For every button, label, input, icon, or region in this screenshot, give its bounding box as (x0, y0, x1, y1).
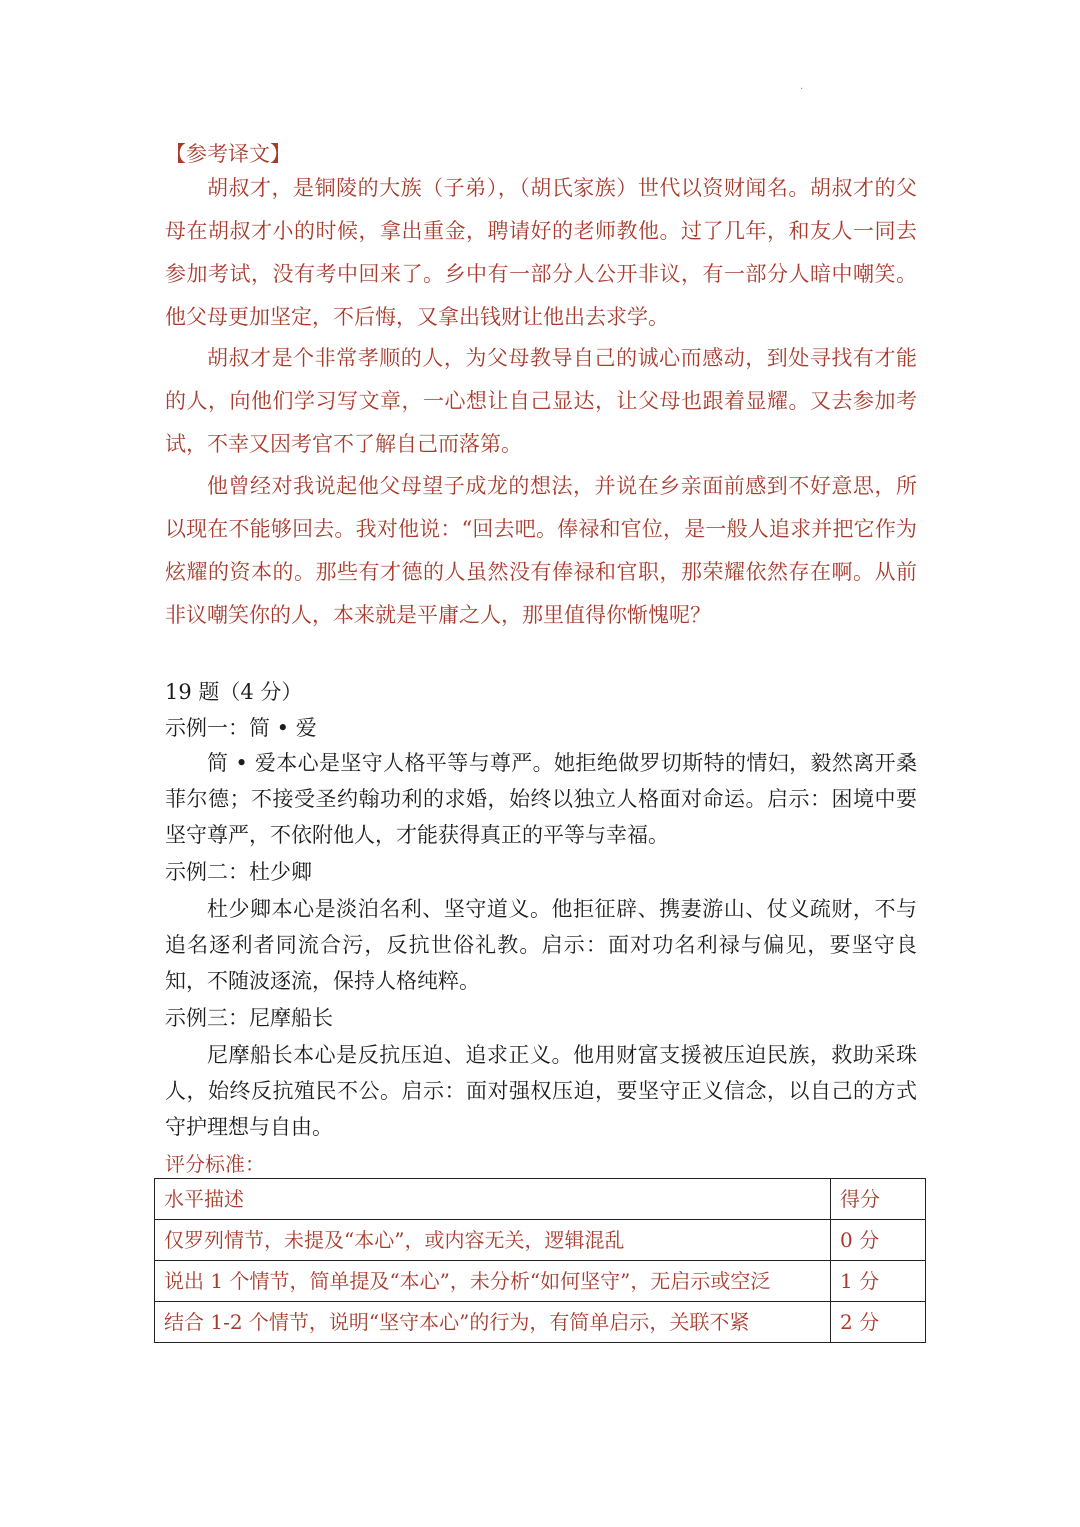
header-score: 得分 (831, 1179, 926, 1220)
example-2-heading: 示例二：杜少卿 (165, 860, 312, 884)
scoring-table (154, 1178, 926, 1343)
table-header-row (155, 1179, 926, 1220)
translation-paragraph-1: 胡叔才，是铜陵的大族（子弟），（胡氏家族）世代以资财闻名。胡叔才的父母在胡叔才小的时候，拿出重金，聘请好的老师教他。过了几年，和友人一同去参加考试，没有考中回来了。乡中有一部分人公开非议，有一部分人暗中嘲笑。他父母更加坚定，不后悔，又拿出钱财让他出去求学。 (165, 176, 917, 329)
translation-paragraph-3: 他曾经对我说起他父母望子成龙的想法，并说在乡亲面前感到不好意思，所以现在不能够回去。我对他说：“回去吧。俸禄和官位，是一般人追求并把它作为炫耀的资本的。那些有才德的人虽然没有俸禄和官职，那荣耀依然存在啊。从前非议嘲笑你的人，本来就是平庸之人，那里值得你惭愧呢？ (165, 474, 917, 627)
row-description: 仅罗列情节，未提及“本心”，或内容无关，逻辑混乱 (155, 1220, 831, 1261)
row-score: 2 分 (831, 1302, 926, 1343)
scoring-label: 评分标准： (165, 1152, 265, 1176)
example-1-heading: 示例一：简 • 爱 (165, 716, 317, 740)
row-description: 说出 1 个情节，简单提及“本心”，未分析“如何坚守”，无启示或空泛 (155, 1261, 831, 1302)
example-3-heading: 示例三：尼摩船长 (165, 1006, 333, 1030)
table-row (155, 1302, 926, 1343)
translation-paragraph-2: 胡叔才是个非常孝顺的人，为父母教导自己的诚心而感动，到处寻找有才能的人，向他们学习写文章，一心想让自己显达，让父母也跟着显耀。又去参加考试，不幸又因考官不了解自己而落第。 (165, 346, 917, 456)
table-row (155, 1261, 926, 1302)
row-score: 1 分 (831, 1261, 926, 1302)
corner-mark: · (800, 84, 804, 95)
example-2-text: 杜少卿本心是淡泊名利、坚守道义。他拒征辟、携妻游山、仗义疏财，不与追名逐利者同流合污，反抗世俗礼教。启示：面对功名利禄与偏见，要坚守良知，不随波逐流，保持人格纯粹。 (165, 897, 917, 993)
header-description: 水平描述 (155, 1179, 831, 1220)
translation-title: 【参考译文】 (165, 142, 291, 166)
example-3-text: 尼摩船长本心是反抗压迫、追求正义。他用财富支援被压迫民族，救助采珠人，始终反抗殖民不公。启示：面对强权压迫，要坚守正义信念，以自己的方式守护理想与自由。 (165, 1043, 917, 1139)
row-description: 结合 1-2 个情节，说明“坚守本心”的行为，有简单启示，关联不紧 (155, 1302, 831, 1343)
example-1-text: 简 • 爱本心是坚守人格平等与尊严。她拒绝做罗切斯特的情妇，毅然离开桑菲尔德；不接受圣约翰功利的求婚，始终以独立人格面对命运。启示：困境中要坚守尊严，不依附他人，才能获得真正的平等与幸福。 (165, 751, 917, 847)
question-title: 19 题（4 分） (165, 680, 303, 704)
row-score: 0 分 (831, 1220, 926, 1261)
table-row (155, 1220, 926, 1261)
